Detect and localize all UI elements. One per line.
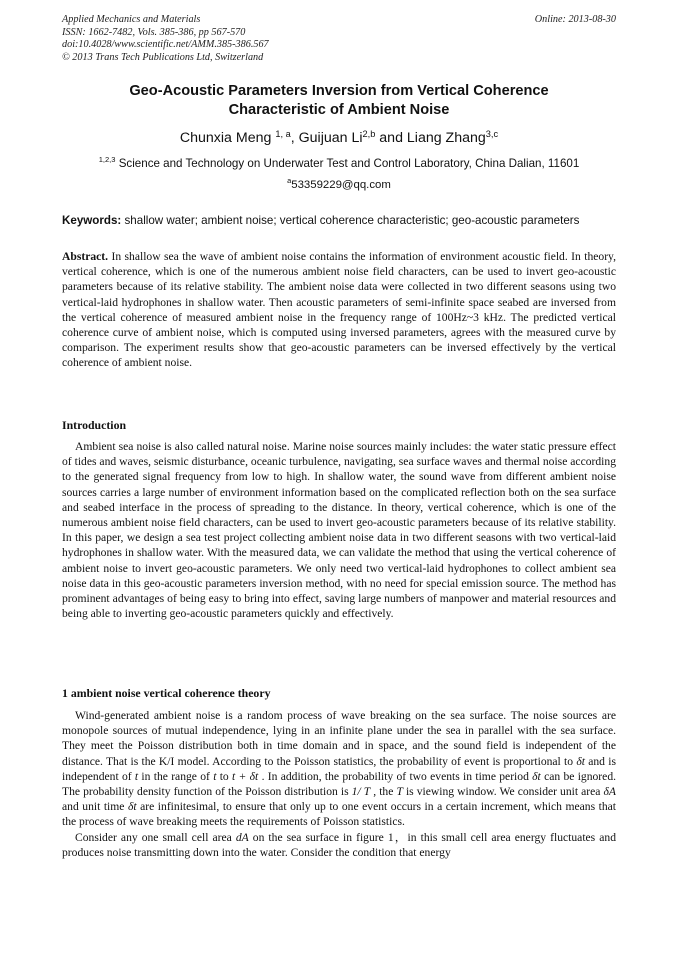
math-T: T	[396, 785, 403, 799]
math-delta-a: δA	[603, 785, 616, 799]
section-1-paragraph-1	[62, 708, 616, 830]
paper-title	[62, 82, 616, 120]
email	[62, 176, 616, 191]
text-run: , the	[370, 785, 397, 799]
abstract-label: Abstract.	[62, 250, 109, 263]
abstract	[62, 249, 616, 371]
issn-line: ISSN: 1662-7482, Vols. 385-386, pp 567-570	[62, 26, 246, 38]
text-run: is viewing window. We consider unit area	[402, 785, 604, 799]
introduction-body	[62, 439, 616, 621]
introduction-heading: Introduction	[62, 418, 127, 432]
math-dA: dA	[235, 830, 249, 844]
affiliation-sup: 1,2,3	[98, 155, 116, 164]
introduction-paragraph: Ambient sea noise is also called natural noise. Marine noise sources mainly includes: the water static pressure effect of tides and waves, seismic disturbance, oceanic turbulence, navigating, sea surface waves and thermal noise according to the generated signal frequency from low to high. In shallow water, the sound wave from different ambient noise sources carries a large number of environment information based on the complicated reflection both on the sea surface and seabed interface in the process of spreading to the distance. In theory, vertical coherence, which is one of the numerous ambient noise field characters, can be used to invert geo-acoustic parameters because of its relative stability. In this paper, we design a sea test project collecting ambient noise data in two different seasons with two vertical-laid hydrophones in shallow water. With the measured data, we can validate the method that using the vertical coherence of ambient noise to invert geo-acoustic parameters. We only need two vertical-laid hydrophones to collect ambient sea noise data in this geo-acoustic parameters inversion method, with no need for special emission source. The method has prominent advantages of being easy to bring into effect, saving large numbers of manpower and material resources and being able to inverting geo-acoustic parameters quickly and effectively.	[62, 440, 616, 621]
affiliation-text: Science and Technology on Underwater Test and Control Laboratory, China Dalian, 11601	[115, 157, 580, 170]
text-run: on the sea surface in figure 1，in this small cell area energy fluctuates and produces noise transmitting down into the water. Consider the condition that energy	[62, 830, 616, 859]
math-t: t	[213, 769, 217, 783]
journal-name: Applied Mechanics and Materials	[62, 14, 201, 25]
online-date: Online: 2013-08-30	[534, 14, 616, 25]
affiliation	[62, 157, 616, 170]
section-1-body	[62, 708, 616, 860]
author-3: and Liang Zhang	[375, 130, 486, 146]
title-line-1: Geo-Acoustic Parameters Inversion from Vertical Coherence	[129, 83, 549, 99]
author-1-sup: 1, a	[275, 129, 291, 139]
author-1: Chunxia Meng	[179, 130, 272, 146]
email-sup: a	[287, 176, 292, 185]
text-run: Wind-generated ambient noise is a random process of wave breaking on the sea surface. The noise sources are monopole sources of mutual independence, lying in an infinite plane under the sea in parallel with the sea surface. They meet the Poisson distribution both in time domain and in space, and the sound field is independent of the distance. That is the K/I model. According to the Poisson statistics, the probability of event is proportional to	[62, 709, 616, 768]
text-run: and unit time	[62, 800, 128, 814]
text-run: in the range of	[138, 769, 214, 783]
section-1-heading: 1 ambient noise vertical coherence theory	[62, 686, 271, 700]
doi-line: doi:10.4028/www.scientific.net/AMM.385-386.567	[62, 39, 269, 50]
journal-header	[62, 14, 616, 64]
text-run: . In addition, the probability of two events in time period	[258, 769, 533, 783]
keywords-label: Keywords:	[62, 214, 122, 227]
math-delta-t: δt	[576, 754, 585, 768]
math-delta-t: δt	[532, 769, 541, 783]
author-2-sup: 2,b	[362, 129, 376, 139]
text-run: Consider any one small cell area	[75, 830, 236, 844]
keywords-text: shallow water; ambient noise; vertical coherence characteristic; geo-acoustic parameters	[121, 214, 580, 227]
section-1-paragraph-2	[62, 830, 616, 860]
math-t: t	[134, 769, 139, 783]
math-delta-t: δt	[127, 800, 137, 814]
author-3-sup: 3,c	[485, 129, 499, 139]
email-address[interactable]: 53359229@qq.com	[291, 179, 391, 191]
math-inverse-t: 1/ T	[351, 785, 371, 799]
text-run: and is independent of	[62, 754, 616, 783]
title-line-2: Characteristic of Ambient Noise	[228, 102, 450, 118]
keywords	[62, 214, 616, 228]
abstract-text: In shallow sea the wave of ambient noise contains the information of environment acoustic field. In theory, vertical coherence, which is one of the numerous ambient noise field characters, can be used to invert geo-acoustic parameters because of its relative stability. The ambient noise data were collected in two different seasons using two vertical-laid hydrophones in shallow water. Then acoustic parameters of semi-infinite space seabed are inversed from the vertical coherence of measured ambient noise in the frequency range of 100Hz~3 kHz. The predicted vertical coherence curve of ambient noise, which is computed using inversed parameters, agrees with the measured curve by comparison. The experiment results show that geo-acoustic parameters can be inversed effectively by the vertical coherence of ambient noise.	[62, 250, 616, 370]
author-list	[62, 130, 616, 146]
text-run: are infinitesimal, to ensure that only up to one event occurs in a certain increment, which means that the process of wave breaking meets the requirements of Poisson statistics.	[62, 800, 617, 829]
text-run: can be ignored. The probability density function of the Poisson distribution is	[62, 769, 617, 799]
text-run: to	[216, 769, 233, 783]
math-t-plus-delta-t: t + δt	[232, 769, 259, 783]
author-2: , Guijuan Li	[290, 130, 363, 146]
copyright-line: © 2013 Trans Tech Publications Ltd, Switzerland	[62, 51, 264, 63]
